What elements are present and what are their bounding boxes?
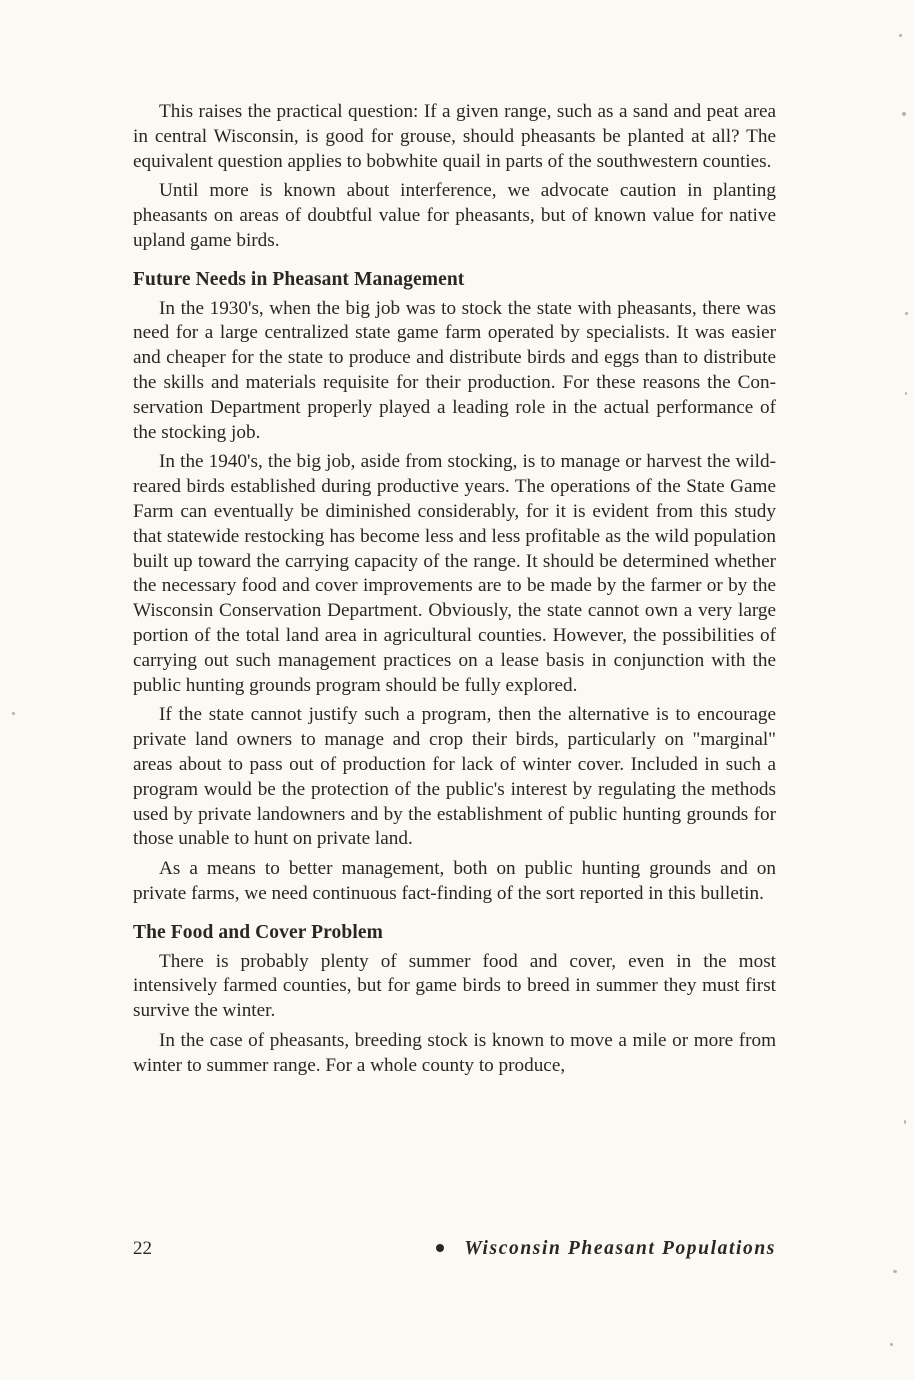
paper-speck — [890, 1343, 893, 1346]
running-title — [436, 1238, 776, 1260]
paragraph-summer-food: There is probably plenty of summer food and cover, even in the most intensively farmed counties, but for game birds to breed in summer they must first survive the winter. — [133, 950, 776, 1022]
paragraph-grouse-question: This raises the practical question: If a given range, such as a sand and peat area in central Wisconsin, is good for grouse, should pheasants be planted at all? The equivalent question applies to bobwhite quail in parts of the southwestern counties. — [133, 101, 776, 172]
paper-speck — [902, 112, 906, 116]
bullet-icon — [436, 1244, 444, 1252]
section-heading-food-cover: The Food and Cover Problem — [133, 921, 383, 943]
paper-speck — [899, 34, 902, 37]
paper-speck — [905, 312, 908, 315]
paragraph-1930s: In the 1930's, when the big job was to stock the state with pheasants, there was need for a large centralized state game farm operated by specialists. It was easier and cheaper for the state to produce and distribute birds and eggs than to distribute the skills and materials requisite for their production. For these reasons the Conservation Department properly played a leading role in the actual performance of the stocking job. — [133, 297, 776, 443]
paragraph-1940s: In the 1940's, the big job, aside from stocking, is to manage or harvest the wild-reared birds established during productive years. The operations of the State Game Farm can eventually be diminished considerably, for it is evident from this study that statewide restocking has become less and less profitable as the wild population built up toward the carrying capacity of the range. It should be determined whether the necessary food and cover improvements are to be made by the farmer or by the Wisconsin Conservation Department. Obviously, the state cannot own a very large portion of the total land area in agricultural counties. However, the possibilities of carrying out such management practices on a lease basis in conjunction with the public hunting grounds program should be fully explored. — [133, 451, 776, 696]
page-body — [133, 100, 776, 1083]
paper-speck — [12, 712, 15, 715]
section-heading-future-needs: Future Needs in Pheasant Management — [133, 268, 465, 290]
page-footer — [133, 1238, 776, 1264]
paragraph-breeding-stock: In the case of pheasants, breeding stock is known to move a mile or more from winter to summer range. For a whole county to produce, — [133, 1029, 776, 1076]
paragraph-private-owners: If the state cannot justify such a program, then the alternative is to encourage private land owners to manage and crop their birds, particularly on "marginal" areas about to pass out of production for lack of winter cover. Included in such a program would be the protection of the public's interest by regulating the methods used by private landowners and by the establishment of public hunting grounds for those unable to hunt on private land. — [133, 704, 776, 850]
paper-speck — [893, 1270, 897, 1273]
running-title-text: Wisconsin Pheasant Populations — [464, 1238, 776, 1259]
paragraph-fact-finding: As a means to better management, both on public hunting grounds and on private farms, we need continuous fact-finding of the sort reported in this bulletin. — [133, 858, 776, 904]
paragraph-caution: Until more is known about interference, we advocate caution in planting pheasants on areas of doubtful value for pheasants, but of known value for native upland game birds. — [133, 180, 776, 251]
page-number: 22 — [133, 1238, 152, 1259]
paper-speck — [905, 392, 907, 395]
paper-speck — [904, 1120, 906, 1124]
